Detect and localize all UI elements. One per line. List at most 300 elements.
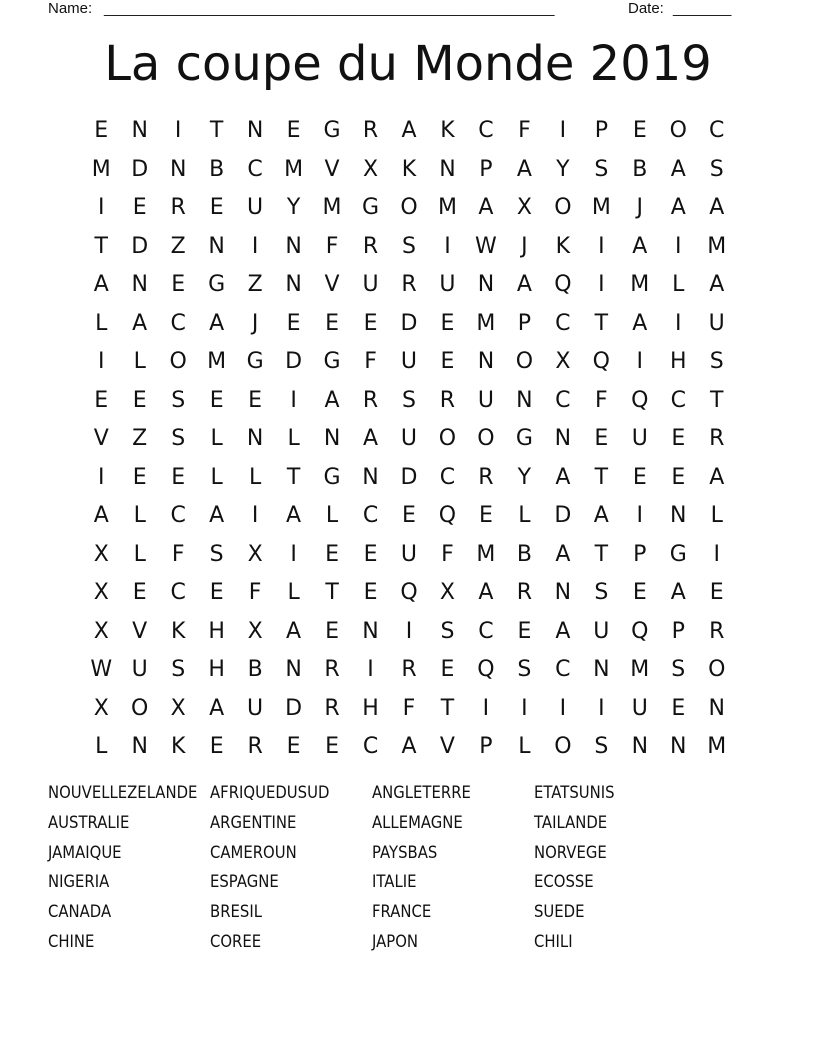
grid-letter[interactable]: S	[171, 657, 186, 683]
grid-letter[interactable]: I	[713, 541, 720, 567]
grid-letter[interactable]: O	[554, 734, 572, 760]
grid-letter[interactable]: E	[440, 310, 455, 336]
grid-letter[interactable]: G	[515, 426, 533, 452]
grid-letter[interactable]: L	[518, 503, 531, 529]
grid-letter[interactable]: A	[362, 426, 379, 452]
grid-letter[interactable]: N	[516, 387, 533, 413]
grid-letter[interactable]: D	[131, 233, 149, 259]
grid-letter[interactable]: N	[285, 657, 302, 683]
grid-letter[interactable]: C	[478, 118, 494, 144]
grid-letter[interactable]: B	[632, 156, 648, 182]
grid-letter[interactable]: N	[477, 272, 495, 298]
grid-letter[interactable]: I	[174, 118, 182, 144]
grid-letter[interactable]: S	[171, 387, 186, 413]
grid-letter[interactable]: V	[324, 156, 340, 182]
grid-letter[interactable]: Z	[170, 233, 186, 259]
grid-letter[interactable]: E	[209, 195, 224, 221]
grid-letter[interactable]: Q	[477, 657, 495, 683]
grid-letter[interactable]: M	[476, 541, 496, 567]
grid-letter[interactable]: Q	[554, 272, 572, 298]
grid-letter[interactable]: R	[478, 464, 494, 490]
grid-letter[interactable]: V	[93, 426, 109, 452]
grid-letter[interactable]: M	[707, 734, 727, 760]
grid-letter[interactable]: E	[209, 387, 224, 413]
grid-letter[interactable]: L	[287, 426, 300, 452]
grid-letter[interactable]: Q	[631, 618, 649, 644]
word-list-item: PAYSBAS	[372, 842, 438, 862]
grid-letter[interactable]: G	[323, 118, 341, 144]
grid-letter[interactable]: E	[517, 618, 532, 644]
grid-letter[interactable]: S	[671, 657, 686, 683]
grid-letter[interactable]: I	[675, 233, 682, 259]
grid-letter[interactable]: C	[362, 734, 379, 760]
grid-letter[interactable]: E	[325, 541, 339, 567]
grid-letter[interactable]: E	[209, 734, 224, 760]
grid-letter[interactable]: X	[247, 541, 263, 567]
grid-letter[interactable]: E	[171, 272, 186, 298]
grid-letter[interactable]: R	[324, 695, 340, 721]
grid-letter[interactable]: A	[209, 310, 225, 336]
grid-letter[interactable]: A	[209, 695, 225, 721]
grid-letter[interactable]: X	[439, 580, 455, 606]
grid-letter[interactable]: S	[594, 734, 609, 760]
grid-letter[interactable]: E	[440, 657, 455, 683]
grid-letter[interactable]: A	[555, 618, 571, 644]
grid-letter[interactable]: G	[323, 349, 341, 375]
grid-letter[interactable]: D	[285, 349, 303, 375]
grid-letter[interactable]: O	[438, 426, 457, 452]
grid-letter[interactable]: S	[709, 349, 724, 375]
grid-letter[interactable]: O	[554, 195, 572, 221]
grid-letter[interactable]: E	[325, 734, 339, 760]
grid-letter[interactable]: N	[246, 118, 264, 144]
grid-letter[interactable]: L	[287, 580, 300, 606]
grid-letter[interactable]: P	[671, 618, 685, 644]
grid-letter[interactable]: W	[475, 233, 497, 259]
grid-letter[interactable]: L	[133, 541, 146, 567]
grid-letter[interactable]: C	[555, 657, 571, 683]
grid-letter[interactable]: M	[476, 310, 496, 336]
grid-letter[interactable]: N	[708, 695, 725, 721]
grid-letter[interactable]: L	[210, 464, 223, 490]
grid-letter[interactable]: P	[479, 734, 493, 760]
grid-letter[interactable]: C	[670, 387, 686, 413]
grid-letter[interactable]: L	[133, 503, 146, 529]
grid-letter[interactable]: C	[170, 310, 186, 336]
grid-letter[interactable]: U	[400, 349, 418, 375]
grid-letter[interactable]: C	[709, 118, 725, 144]
grid-letter[interactable]: G	[669, 541, 687, 567]
grid-letter[interactable]: A	[709, 464, 725, 490]
grid-letter[interactable]: A	[709, 272, 725, 298]
grid-letter[interactable]: A	[324, 387, 340, 413]
grid-letter[interactable]: A	[93, 503, 109, 529]
grid-row	[82, 228, 736, 267]
grid-letter[interactable]: N	[439, 156, 456, 182]
grid-letter[interactable]: G	[323, 464, 341, 490]
grid-letter[interactable]: U	[400, 541, 418, 567]
grid-letter[interactable]: I	[367, 657, 374, 683]
grid-letter[interactable]: F	[364, 349, 377, 375]
grid-letter[interactable]: I	[521, 695, 528, 721]
grid-letter[interactable]: H	[362, 695, 379, 721]
grid-letter[interactable]: D	[400, 464, 418, 490]
grid-letter[interactable]: U	[247, 695, 264, 721]
grid-letter[interactable]: L	[672, 272, 685, 298]
grid-letter[interactable]: W	[90, 657, 113, 683]
grid-letter[interactable]: R	[170, 195, 186, 221]
grid-letter[interactable]: A	[286, 503, 302, 529]
grid-letter[interactable]: N	[131, 734, 148, 760]
grid-letter[interactable]: A	[516, 156, 532, 182]
grid-letter[interactable]: E	[363, 580, 378, 606]
grid-letter[interactable]: X	[93, 580, 109, 606]
grid-letter[interactable]: C	[555, 387, 571, 413]
grid-letter[interactable]: Q	[438, 503, 457, 529]
grid-letter[interactable]: O	[477, 426, 495, 452]
grid-letter[interactable]: Q	[592, 349, 610, 375]
grid-letter[interactable]: L	[133, 349, 146, 375]
grid-letter[interactable]: D	[131, 156, 149, 182]
grid-letter[interactable]: I	[251, 503, 259, 529]
grid-letter[interactable]: U	[439, 272, 456, 298]
word-list	[48, 778, 696, 957]
grid-letter[interactable]: N	[670, 503, 687, 529]
grid-letter[interactable]: R	[709, 426, 725, 452]
grid-letter[interactable]: O	[131, 695, 149, 721]
grid-letter[interactable]: Y	[286, 195, 301, 221]
grid-letter[interactable]: U	[477, 387, 494, 413]
grid-letter[interactable]: R	[362, 233, 379, 259]
grid-letter[interactable]: A	[401, 118, 417, 144]
grid-letter[interactable]: E	[671, 426, 686, 452]
grid-letter[interactable]: V	[132, 618, 148, 644]
grid-letter[interactable]: N	[631, 734, 649, 760]
grid-letter[interactable]: A	[670, 195, 686, 221]
grid-letter[interactable]: A	[593, 503, 609, 529]
grid-letter[interactable]: K	[555, 233, 571, 259]
grid-letter[interactable]: G	[246, 349, 264, 375]
grid-letter[interactable]: M	[707, 233, 727, 259]
word-search-grid	[82, 112, 736, 767]
grid-letter[interactable]: X	[170, 695, 186, 721]
grid-letter[interactable]: T	[594, 310, 609, 336]
word-list-item: CAMEROUN	[210, 842, 297, 862]
grid-letter[interactable]: T	[209, 118, 224, 144]
grid-letter[interactable]: I	[290, 541, 297, 567]
grid-letter[interactable]: I	[251, 233, 259, 259]
grid-letter[interactable]: E	[94, 118, 109, 144]
grid-letter[interactable]: R	[709, 618, 725, 644]
grid-letter[interactable]: I	[598, 695, 605, 721]
grid-letter[interactable]: T	[94, 233, 108, 259]
grid-letter[interactable]: B	[247, 657, 263, 683]
grid-letter[interactable]: L	[248, 464, 262, 490]
grid-letter[interactable]: G	[361, 195, 380, 221]
grid-letter[interactable]: O	[400, 195, 418, 221]
grid-letter[interactable]: I	[636, 503, 644, 529]
grid-letter[interactable]: U	[131, 657, 148, 683]
grid-letter[interactable]: N	[131, 272, 148, 298]
grid-letter[interactable]: T	[325, 580, 339, 606]
grid-letter[interactable]: T	[286, 464, 301, 490]
grid-letter[interactable]: R	[516, 580, 533, 606]
grid-letter[interactable]: F	[171, 541, 185, 567]
grid-letter[interactable]: C	[170, 580, 186, 606]
grid-letter[interactable]: S	[440, 618, 455, 644]
grid-letter[interactable]: Y	[556, 156, 570, 182]
grid-letter[interactable]: F	[325, 233, 339, 259]
grid-letter[interactable]: I	[559, 118, 567, 144]
grid-letter[interactable]: M	[322, 195, 342, 221]
grid-letter[interactable]: E	[286, 734, 301, 760]
grid-letter[interactable]: E	[132, 387, 147, 413]
grid-letter[interactable]: N	[362, 618, 379, 644]
grid-letter[interactable]: A	[478, 580, 494, 606]
grid-letter[interactable]: R	[401, 272, 417, 298]
grid-letter[interactable]: U	[362, 272, 379, 298]
grid-letter[interactable]: X	[247, 618, 263, 644]
grid-letter[interactable]: R	[247, 734, 263, 760]
grid-letter[interactable]: X	[516, 195, 532, 221]
grid-letter[interactable]: I	[598, 272, 605, 298]
grid-letter[interactable]: R	[362, 387, 379, 413]
grid-letter[interactable]: I	[290, 387, 297, 413]
grid-letter[interactable]: N	[362, 464, 379, 490]
grid-letter[interactable]: O	[669, 118, 687, 144]
grid-letter[interactable]: N	[670, 734, 687, 760]
grid-letter[interactable]: E	[478, 503, 493, 529]
grid-letter[interactable]: K	[440, 118, 455, 144]
grid-letter[interactable]: A	[555, 464, 571, 490]
grid-letter[interactable]: E	[632, 580, 647, 606]
grid-letter[interactable]: F	[402, 695, 416, 721]
grid-letter[interactable]: E	[671, 695, 686, 721]
grid-letter[interactable]: M	[630, 657, 650, 683]
grid-letter[interactable]: S	[402, 387, 416, 413]
grid-letter[interactable]: E	[363, 310, 378, 336]
grid-letter[interactable]: I	[405, 618, 413, 644]
grid-letter[interactable]: F	[518, 118, 531, 144]
grid-letter[interactable]: T	[594, 541, 609, 567]
grid-letter[interactable]: T	[710, 387, 724, 413]
grid-letter[interactable]: U	[400, 426, 418, 452]
grid-letter[interactable]: E	[171, 464, 186, 490]
grid-letter[interactable]: X	[93, 541, 109, 567]
grid-letter[interactable]: I	[482, 695, 490, 721]
grid-letter[interactable]: X	[93, 618, 109, 644]
grid-letter[interactable]: A	[286, 618, 302, 644]
grid-letter[interactable]: D	[285, 695, 303, 721]
grid-letter[interactable]: N	[246, 426, 264, 452]
grid-letter[interactable]: C	[478, 618, 494, 644]
grid-letter[interactable]: Q	[400, 580, 418, 606]
grid-letter[interactable]: X	[555, 349, 571, 375]
grid-letter[interactable]: X	[362, 156, 379, 182]
grid-letter[interactable]: E	[632, 464, 647, 490]
grid-letter[interactable]: H	[669, 349, 687, 375]
grid-letter[interactable]: Q	[631, 387, 649, 413]
grid-letter[interactable]: I	[636, 349, 644, 375]
grid-letter[interactable]: A	[555, 541, 571, 567]
grid-letter[interactable]: D	[400, 310, 418, 336]
grid-letter[interactable]: C	[247, 156, 263, 182]
grid-letter[interactable]: V	[324, 272, 340, 298]
grid-letter[interactable]: S	[402, 233, 416, 259]
grid-letter[interactable]: A	[209, 503, 225, 529]
grid-letter[interactable]: L	[518, 734, 531, 760]
grid-letter[interactable]: C	[170, 503, 186, 529]
grid-letter[interactable]: A	[709, 195, 725, 221]
word-list-item: AFRIQUEDUSUD	[210, 783, 330, 802]
grid-row	[82, 305, 736, 344]
grid-letter[interactable]: E	[671, 464, 686, 490]
grid-letter[interactable]: U	[593, 618, 610, 644]
grid-letter[interactable]: R	[401, 657, 417, 683]
grid-letter[interactable]: A	[93, 272, 109, 298]
grid-letter[interactable]: P	[594, 118, 608, 144]
grid-letter[interactable]: E	[132, 580, 147, 606]
grid-letter[interactable]: I	[598, 233, 605, 259]
grid-letter[interactable]: B	[516, 541, 532, 567]
grid-letter[interactable]: M	[630, 272, 650, 298]
grid-letter[interactable]: K	[170, 618, 186, 644]
grid-letter[interactable]: Z	[132, 426, 148, 452]
grid-letter[interactable]: O	[708, 657, 726, 683]
grid-letter[interactable]: S	[594, 580, 609, 606]
grid-letter[interactable]: S	[709, 156, 724, 182]
grid-letter[interactable]: N	[554, 426, 572, 452]
grid-letter[interactable]: I	[97, 195, 105, 221]
grid-letter[interactable]: E	[132, 195, 147, 221]
grid-letter[interactable]: E	[363, 541, 378, 567]
grid-letter[interactable]: I	[97, 349, 105, 375]
grid-letter[interactable]: H	[208, 618, 225, 644]
name-field[interactable]: ______________________________________________________	[104, 0, 555, 17]
grid-letter[interactable]: A	[132, 310, 148, 336]
grid-letter[interactable]: E	[286, 118, 301, 144]
grid-letter[interactable]: N	[208, 233, 225, 259]
grid-letter[interactable]: O	[169, 349, 187, 375]
grid-letter[interactable]: T	[594, 464, 609, 490]
grid-letter[interactable]: M	[284, 156, 304, 182]
grid-letter[interactable]: B	[209, 156, 225, 182]
grid-letter[interactable]: P	[517, 310, 532, 336]
grid-letter[interactable]: E	[209, 580, 224, 606]
grid-letter[interactable]: E	[325, 310, 339, 336]
grid-letter[interactable]: I	[675, 310, 682, 336]
grid-letter[interactable]: N	[131, 118, 148, 144]
grid-letter[interactable]: G	[208, 272, 226, 298]
date-field[interactable]: _______	[673, 0, 732, 17]
grid-letter[interactable]: L	[710, 503, 723, 529]
grid-letter[interactable]: N	[477, 349, 495, 375]
grid-letter[interactable]: E	[94, 387, 109, 413]
grid-letter[interactable]: A	[401, 734, 417, 760]
grid-letter[interactable]: N	[323, 426, 341, 452]
grid-letter[interactable]: M	[207, 349, 227, 375]
grid-letter[interactable]: N	[593, 657, 610, 683]
grid-letter[interactable]: R	[439, 387, 456, 413]
grid-letter[interactable]: C	[555, 310, 571, 336]
grid-letter[interactable]: E	[402, 503, 416, 529]
grid-letter[interactable]: S	[171, 426, 186, 452]
grid-letter[interactable]: O	[515, 349, 534, 375]
grid-letter[interactable]: C	[439, 464, 456, 490]
grid-letter[interactable]: E	[440, 349, 455, 375]
grid-letter[interactable]: L	[210, 426, 223, 452]
grid-letter[interactable]: M	[437, 195, 457, 221]
grid-letter[interactable]: M	[91, 156, 111, 182]
grid-letter[interactable]: J	[636, 195, 644, 221]
grid-letter[interactable]: R	[362, 118, 379, 144]
grid-letter[interactable]: P	[633, 541, 647, 567]
grid-letter[interactable]: J	[251, 310, 259, 336]
grid-row	[82, 459, 736, 498]
grid-letter[interactable]: L	[95, 310, 108, 336]
grid-letter[interactable]: I	[444, 233, 451, 259]
grid-letter[interactable]: E	[632, 118, 647, 144]
grid-letter[interactable]: N	[169, 156, 187, 182]
grid-letter[interactable]: A	[478, 195, 494, 221]
grid-letter[interactable]: D	[554, 503, 572, 529]
grid-letter[interactable]: U	[708, 310, 725, 336]
grid-letter[interactable]: F	[595, 387, 608, 413]
grid-letter[interactable]: U	[247, 195, 264, 221]
grid-letter[interactable]: V	[439, 734, 455, 760]
grid-letter[interactable]: L	[325, 503, 339, 529]
grid-letter[interactable]: F	[441, 541, 454, 567]
grid-letter[interactable]: I	[97, 464, 105, 490]
word-list-item: CANADA	[48, 902, 112, 922]
grid-letter[interactable]: U	[631, 426, 648, 452]
grid-letter[interactable]: K	[170, 734, 186, 760]
grid-letter[interactable]: I	[559, 695, 567, 721]
grid-letter[interactable]: S	[209, 541, 224, 567]
grid-letter[interactable]: S	[594, 156, 609, 182]
grid-letter[interactable]: E	[248, 387, 263, 413]
grid-letter[interactable]: P	[479, 156, 493, 182]
grid-letter[interactable]: A	[632, 310, 648, 336]
grid-letter[interactable]: A	[516, 272, 532, 298]
grid-letter[interactable]: H	[208, 657, 225, 683]
grid-letter[interactable]: R	[324, 657, 340, 683]
grid-letter[interactable]: N	[285, 233, 302, 259]
grid-letter[interactable]: E	[709, 580, 724, 606]
grid-letter[interactable]: U	[631, 695, 648, 721]
grid-letter[interactable]: C	[362, 503, 379, 529]
grid-letter[interactable]: A	[670, 156, 686, 182]
grid-letter[interactable]: Z	[247, 272, 263, 298]
grid-letter[interactable]: Y	[517, 464, 532, 490]
grid-letter[interactable]: S	[517, 657, 532, 683]
grid-letter[interactable]: A	[670, 580, 686, 606]
grid-letter[interactable]: E	[594, 426, 609, 452]
grid-letter[interactable]: T	[440, 695, 455, 721]
grid-letter[interactable]: E	[286, 310, 301, 336]
grid-letter[interactable]: E	[132, 464, 147, 490]
grid-letter[interactable]: X	[93, 695, 109, 721]
grid-letter[interactable]: F	[248, 580, 262, 606]
grid-letter[interactable]: L	[95, 734, 108, 760]
grid-letter[interactable]: J	[521, 233, 528, 259]
grid-letter[interactable]: E	[325, 618, 339, 644]
grid-letter[interactable]: K	[401, 156, 417, 182]
grid-letter[interactable]: N	[554, 580, 572, 606]
grid-letter[interactable]: N	[285, 272, 302, 298]
grid-letter[interactable]: M	[591, 195, 611, 221]
grid-letter[interactable]: A	[632, 233, 648, 259]
